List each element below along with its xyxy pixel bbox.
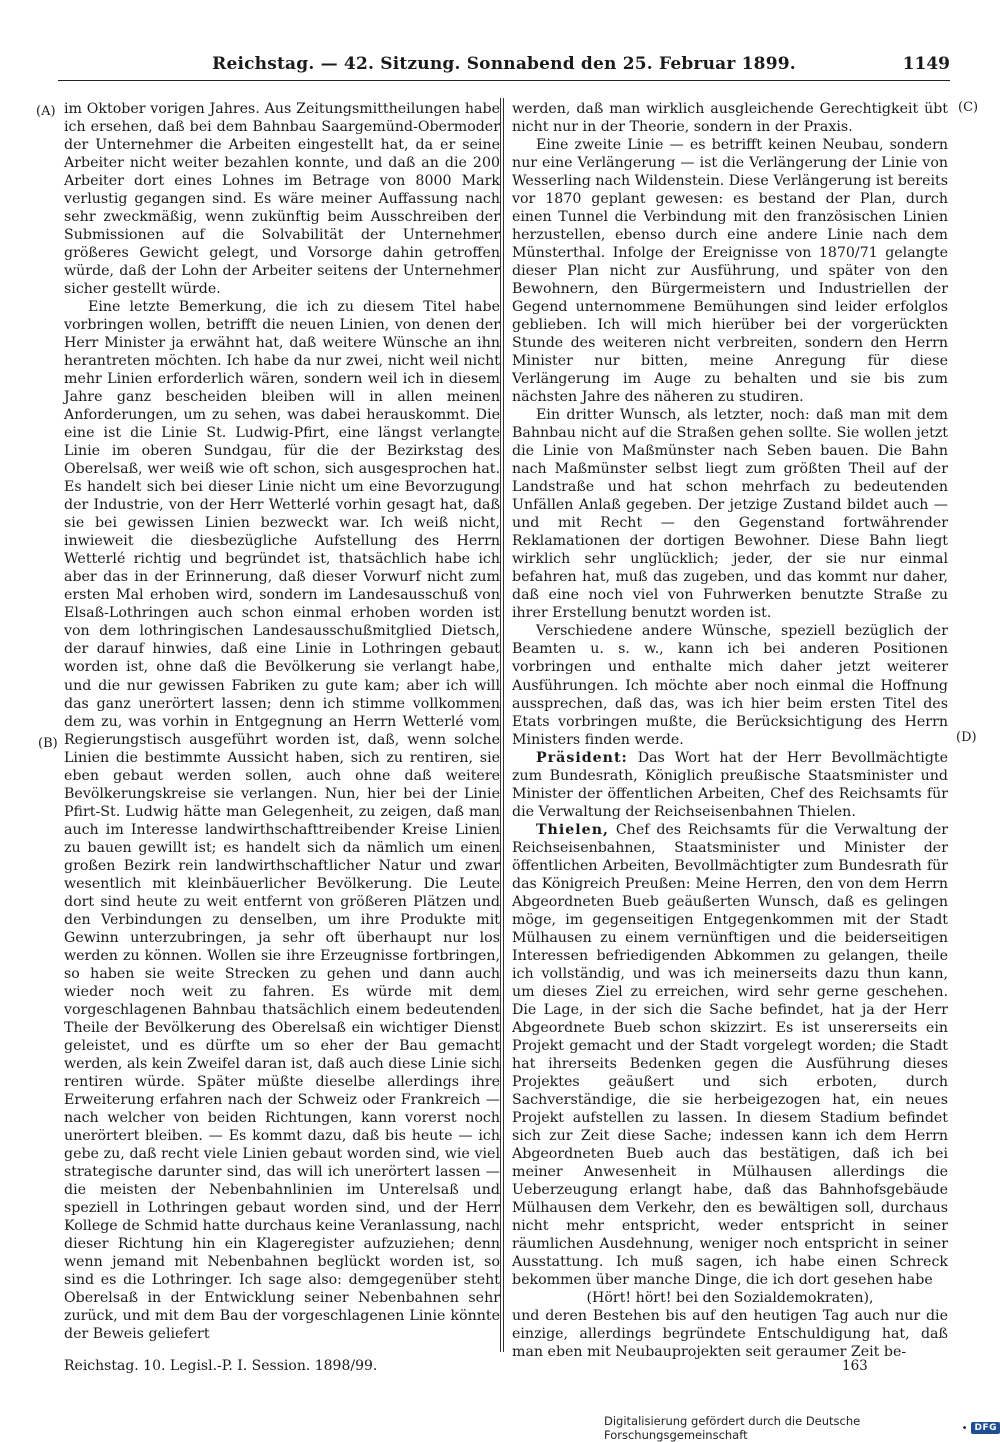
paragraph: Eine zweite Linie — es betrifft keinen Neubau, sondern nur eine Verlängerung — ist die Verlängerung der Linie von Wesserling nach Wildenstein. Diese Verlängerung ist bereits vor 1870 geplant gewesen: es bestand der Plan, durch einen Tunnel die Verbindung mit den französischen Linien herzustellen, ebenso durch eine andere Linie nach dem Münsterthal. Infolge der Ereignisse von 1870/71 gelangte dieser Plan nicht zur Ausführung, und später von den Bewohnern, den Bürgermeistern und Industriellen der Gegend unternommene Bemühungen sind leider erfolglos geblieben. Ich will mich hierüber bei der vorgerückten Stunde des weiteren nicht verbreiten, sondern den Herrn Minister nur bitten, meine Anregung für diese Verlängerung im Auge zu behalten und sie bis zum nächsten Jahre des näheren zu studiren. [512, 137, 948, 406]
paragraph: Ein dritter Wunsch, als letzter, noch: daß man mit dem Bahnbau nicht auf die Straßen gehen sollte. Sie wollen jetzt die Linie von Maßmünster nach Seben bauen. Die Bahn nach Maßmünster selbst liegt zum größten Theil auf der Landstraße und hat schon mehrfach zu bedeutenden Unfällen Anlaß gegeben. Der jetzige Zustand bildet auch — und mit Recht — den Gegenstand fortwährender Reklamationen der dortigen Bewohner. Diese Bahn liegt wirklich sehr unglücklich; jeder, der sie nur einmal befahren hat, muß das zugeben, und das kommt nur daher, daß eine noch viel von Fuhrwerken benutzte Straße zu ihrer Erstellung benutzt worden ist. [512, 407, 948, 622]
speech-text: Chef des Reichsamts für die Verwaltung der Reichseisenbahnen, Staatsminister und Minister der öffentlichen Arbeiten, Bevollmächtigter zum Bundesrath für das Königreich Preußen: Meine Herren, den von dem Herrn Abgeordneten Bueb geäußerten Wunsch, daß es gelingen möge, im gegenseitigen Entgegenkommen mit der Stadt Mülhausen zu einem vernünftigen und die beiderseitigen Interessen befriedigenden Abkommen zu gelangen, theile ich vollständig, und was ich meinerseits dazu thun kann, um dieses Ziel zu erreichen, wird sehr gerne geschehen. Die Lage, in der sich die Sache befindet, hat ja der Herr Abgeordnete Bueb schon skizzirt. Es ist unsererseits ein Projekt gemacht und der Stadt vorgelegt worden; die Stadt hat ihrerseits Bedenken gegen die Ausführung dieses Projektes geäußert und sich erboten, durch Sachverständige, die sie herbeigezogen hat, ein neues Projekt aufstellen zu lassen. In diesem Stadium befindet sich zur Zeit diese Sache; indessen kann ich dem Herrn Abgeordneten Bueb auch das bestätigen, daß ich bei meiner Anwesenheit in Mülhausen allerdings die Ueberzeugung erlangt habe, daß das Bahnhofsgebäude Mülhausen dem Verkehr, den es bewältigen soll, durchaus nicht mehr entspricht, weder entspricht in seiner räumlichen Ausdehnung, weniger noch entspricht in seiner Ausstattung. Ich muß sagen, ich habe einen Schreck bekommen über manche Dinge, die ich dort gesehen habe [512, 821, 948, 1289]
paragraph: werden, daß man wirklich ausgleichende Gerechtigkeit übt nicht nur in der Theorie, sondern in der Praxis. [512, 101, 948, 136]
speaker-name: Präsident: [536, 749, 628, 766]
credit-text: Digitalisierung gefördert durch die Deutsche Forschungsgemeinschaft [604, 1414, 861, 1442]
margin-marker-c: (C) [958, 100, 979, 115]
paragraph: im Oktober vorigen Jahres. Aus Zeitungsmittheilungen habe ich ersehen, daß bei dem Bahnbau Saargemünd-Obermoder der Unternehmer die Arbeiten eingestellt hat, da er seine Arbeiter nicht weiter bezahlen konnte, und daß an die 200 Arbeiter dort eines Lohnes im Betrage von 8000 Mark verlustig gegangen sind. Es wäre meiner Auffassung nach sehr zweckmäßig, wenn zukünftig beim Ausschreiben der Submissionen auf die Solvabilität der Unternehmer größeres Gewicht gelegt, und Vorsorge dahin getroffen würde, daß der Lohn der Arbeiter seitens der Unternehmer sicher gestellt würde. [64, 101, 500, 298]
speech-president [512, 749, 948, 821]
publication-footer: Reichstag. 10. Legisl.-P. I. Session. 1898/99. [64, 1358, 378, 1374]
margin-marker-b: (B) [38, 736, 58, 751]
digitization-credit [604, 1414, 1000, 1442]
sheet-number: 163 [842, 1358, 868, 1374]
interjection: (Hört! hört! bei den Sozialdemokraten), [586, 1290, 874, 1307]
margin-marker-d: (D) [956, 730, 977, 745]
page-number: 1149 [902, 54, 950, 74]
column-divider [500, 98, 501, 1352]
dfg-logo: DFG [971, 1422, 1000, 1434]
speech-text: Das Wort hat der Herr Bevollmächtigte zum Bundesrath, Königlich preußische Staatsminister und Minister der öffentlichen Arbeiten, Chef des Reichsamts für die Verwaltung der Reichseisenbahnen Thielen. [512, 749, 948, 820]
column-divider-inner [503, 98, 504, 1352]
right-column [512, 100, 948, 1361]
speaker-name: Thielen, [536, 821, 609, 838]
left-column [64, 100, 500, 1350]
credit-separator: • [961, 1422, 968, 1434]
speech-thielen [512, 821, 948, 1289]
paragraph: und deren Bestehen bis auf den heutigen Tag auch nur die einzige, allerdings begründete Entschuldigung hat, daß man eben mit Neubauprojekten seit geraumer Zeit be- [512, 1308, 948, 1361]
paragraph: Eine letzte Bemerkung, die ich zu diesem Titel habe vorbringen wollen, betrifft die neuen Linien, von denen der Herr Minister ja erwähnt hat, daß weitere Wünsche an ihn herantreten möchten. Ich habe da nur zwei, nicht weil nicht mehr Linien erforderlich wären, sondern weil ich in diesem Jahre ganz bescheiden bleiben will in allen meinen Anforderungen, um zu sehen, was dabei herauskommt. Die eine ist die Linie St. Ludwig-Pfirt, eine längst verlangte Linie im oberen Sundgau, für die der Bezirkstag des Oberelsaß, wer weiß wie oft schon, sich ausgesprochen hat. Es handelt sich bei dieser Linie nicht um eine Bevorzugung der Industrie, von der Herr Wetterlé vorhin gesagt hat, daß sie bei gewissen Linien bezweckt war. Ich weiß nicht, inwieweit die diesbezügliche Aufstellung des Herrn Wetterlé richtig und begründet ist, thatsächlich habe ich aber das in der Erinnerung, daß dieser Vorwurf nicht zum ersten Mal erhoben wird, sondern im Landesausschuß von Elsaß-Lothringen auch schon einmal erhoben worden ist von dem lothringischen Landesausschußmitglied Dietsch, der darauf hinwies, daß eine Linie in Lothringen gebaut worden ist, ohne daß die Bevölkerung sie verlangt habe, und die nur gewissen Fabriken zu gute kam; aber ich will das ganz unerörtert lassen; denn ich stimme vollkommen dem zu, was vorhin in Entgegnung an Herrn Wetterlé vom Regierungstisch ausgeführt worden ist, daß, wenn solche Linien die bestimmte Aussicht haben, sich zu rentiren, sie eben gebaut werden sollen, auch ohne daß weitere Bevölkerungskreise sie verlangen. Nun, hier bei der Linie Pfirt-St. Ludwig hätte man Gelegenheit, zu zeigen, daß man auch im Interesse landwirthschafttreibender Kreise Linien zu bauen gewillt ist; es handelt sich da nämlich um einen großen Bezirk rein landwirthschaftlicher Natur und zwar wesentlich mit kleinbäuerlicher Bevölkerung. Die Leute dort sind heute zu weit entfernt von größeren Plätzen und den Verbindungen zu denselben, um ihre Produkte mit Gewinn unterzubringen, ja sehr oft überhaupt nur los werden zu können. Wollen sie ihre Erzeugnisse fortbringen, so haben sie weite Strecken zu gehen und dann auch wieder noch weit zu fahren. Es würde mit dem vorgeschlagenen Bahnbau thatsächlich einem bedeutenden Theile der Bevölkerung des Oberelsaß ein wichtiger Dienst geleistet, und es dürfte um so eher der Bau gemacht werden, als kein Zweifel daran ist, daß auch diese Linie sich rentiren würde. Später müßte dieselbe allerdings ihre Erweiterung erfahren nach der Schweiz oder Frankreich — nach welcher von beiden Richtungen, kann vorerst noch unerörtert bleiben. — Es kommt dazu, daß bis heute — ich gebe zu, daß recht viele Linien gebaut worden sind, wie viel strategische darunter sind, das will ich unerörtert lassen — die meisten der Nebenbahnlinien im Unterelsaß und speziell in Lothringen gebaut worden sind, und der Herr Kollege de Schmid hatte durchaus keine Veranlassung, nach dieser Richtung hin ein Klageregister aufzuziehen; denn wenn jemand mit Nebenbahnen beglückt worden ist, so sind es die Lothringer. Ich sage also: demgegenüber steht Oberelsaß in der Entwicklung seiner Nebenbahnen sehr zurück, und mit dem Bau der vorgeschlagenen Linie könnte der Beweis geliefert [64, 299, 500, 1343]
margin-marker-a: (A) [36, 104, 56, 119]
page-header [58, 52, 950, 81]
paragraph: Verschiedene andere Wünsche, speziell bezüglich der Beamten u. s. w., kann ich bei anderen Positionen vorbringen und enthalte mich daher jetzt weiterer Ausführungen. Ich möchte aber noch einmal die Hoffnung aussprechen, daß das, was ich hier beim ersten Titel des Etats vorbringen mußte, die Berücksichtigung des Herrn Ministers finden werde. [512, 623, 948, 748]
running-title: Reichstag. — 42. Sitzung. Sonnabend den 25. Februar 1899. [212, 54, 796, 74]
